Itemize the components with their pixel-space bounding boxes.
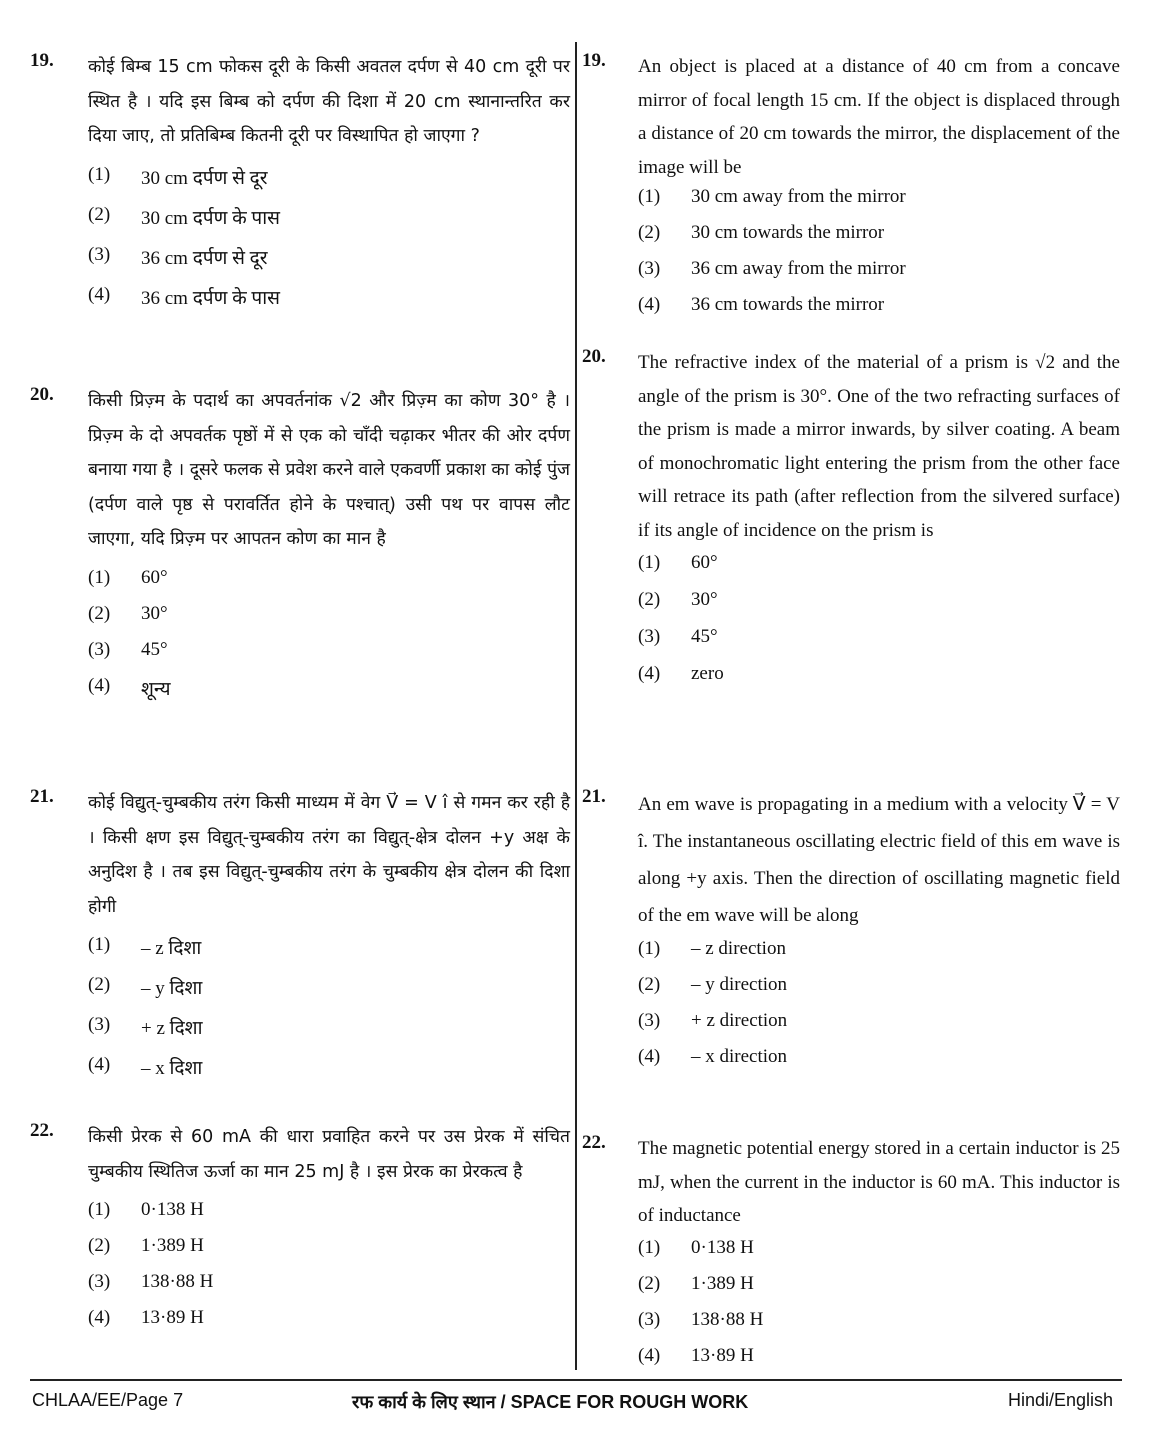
option-2: (2) 30° [638, 588, 718, 610]
question-22-english [580, 1132, 1120, 1381]
option-4: (4) 13·89 H [638, 1344, 754, 1366]
options-list [88, 567, 570, 711]
question-number: 21. [30, 786, 54, 807]
question-22-hindi [30, 1120, 570, 1343]
question-text: The magnetic potential energy stored in a certain inductor is 25 mJ, when the current in the inductor is 60 mA. This inductor is of inductance [638, 1138, 1120, 1227]
option-2: (2) – y दिशा [88, 974, 203, 999]
question-text: An object is placed at a distance of 40 cm from a concave mirror of focal length 15 cm. If the object is displaced through a distance of 20 cm towards the mirror, the displacement of the image will be [638, 56, 1120, 178]
options-list [88, 164, 570, 324]
options-list [638, 552, 1120, 700]
question-text: किसी प्रेरक से 60 mA की धारा प्रवाहित करने पर उस प्रेरक में संचित चुम्बकीय स्थितिज ऊर्जा का मान 25 mJ है । इस प्रेरक का प्रेरकत्व है [88, 1127, 570, 1182]
language-label: Hindi/English [1008, 1390, 1114, 1410]
option-3: (3) + z direction [638, 1010, 788, 1031]
question-text: The refractive index of the material of a prism is √2 and the angle of the prism is 30°. One of the two refracting surfaces of the prism is made a mirror inwards, by silver coating. A beam of monochromatic light entering the prism from the other face will retrace its path (after reflection from the silvered surface) if its angle of incidence on the prism is [638, 352, 1120, 541]
option-2: (2) 1·389 H [88, 1235, 204, 1256]
option-4: (4) शून्य [88, 674, 171, 700]
question-number: 22. [30, 1120, 54, 1141]
question-number: 19. [30, 50, 54, 71]
question-19-english [580, 50, 1120, 330]
option-4: (4) 13·89 H [88, 1307, 204, 1328]
footer-rule [30, 1379, 1122, 1381]
question-text: किसी प्रिज़्म के पदार्थ का अपवर्तनांक √2 और प्रिज़्म का कोण 30° है । प्रिज़्म के दो अपवर्तक पृष्ठों में से एक को चाँदी चढ़ाकर भीतर की ओर दर्पण बनाया गया है । दूसरे फलक से प्रवेश करने वाले एकवर्णी प्रकाश का कोई पुंज (दर्पण वाले पृष्ठ से परावर्तित होने के पश्चात्) उसी पथ पर वापस लौट जाएगा, यदि प्रिज़्म पर आपतन कोण का मान है [88, 391, 570, 549]
option-1: (1) – z दिशा [88, 934, 202, 959]
question-number: 20. [582, 346, 606, 367]
option-1: (1) 60° [88, 566, 168, 588]
option-1: (1) 0·138 H [638, 1236, 754, 1258]
option-2: (2) 30° [88, 602, 168, 624]
option-4: (4) zero [638, 662, 724, 684]
question-21-english [580, 786, 1120, 1082]
question-number: 22. [582, 1132, 606, 1153]
option-1: (1) – z direction [638, 938, 786, 959]
question-number: 20. [30, 384, 54, 405]
question-21-hindi [30, 786, 570, 1094]
option-2: (2) 1·389 H [638, 1272, 754, 1294]
question-20-hindi [30, 384, 570, 711]
option-3: (3) + z दिशा [88, 1014, 203, 1039]
option-3: (3) 45° [638, 625, 718, 647]
question-text: कोई विद्युत्-चुम्बकीय तरंग किसी माध्यम में वेग V⃗ = V î से गमन कर रही है । किसी क्षण इस विद्युत्-चुम्बकीय तरंग का विद्युत्-क्षेत्र दोलन +y अक्ष के अनुदिश है । तब इस विद्युत्-चुम्बकीय तरंग के चुम्बकीय क्षेत्र दोलन की दिशा होगी [88, 793, 570, 917]
question-number: 21. [582, 786, 606, 807]
option-4: (4) 36 cm towards the mirror [638, 294, 885, 316]
options-list [638, 938, 1120, 1082]
question-20-english [580, 346, 1120, 700]
question-text: कोई बिम्ब 15 cm फोकस दूरी के किसी अवतल दर्पण से 40 cm दूरी पर स्थित है । यदि इस बिम्ब को दर्पण की दिशा में 20 cm स्थानान्तरित कर दिया जाए, तो प्रतिबिम्ब कितनी दूरी पर विस्थापित हो जाएगा ? [88, 57, 570, 146]
options-list [638, 186, 1120, 330]
option-1: (1) 30 cm दर्पण से दूर [88, 163, 268, 189]
question-19-hindi [30, 50, 570, 324]
page-code: CHLAA/EE/Page 7 [32, 1390, 184, 1410]
rough-work-label: रफ कार्य के लिए स्थान / SPACE FOR ROUGH WORK [352, 1392, 749, 1412]
options-list [88, 934, 570, 1094]
options-list [638, 1237, 1120, 1381]
option-4: (4) – x direction [638, 1046, 788, 1067]
option-2: (2) – y direction [638, 974, 788, 995]
options-list [88, 1199, 570, 1343]
option-1: (1) 30 cm away from the mirror [638, 186, 906, 208]
option-1: (1) 0·138 H [88, 1199, 204, 1220]
option-3: (3) 138·88 H [88, 1271, 214, 1292]
option-3: (3) 138·88 H [638, 1308, 764, 1330]
option-2: (2) 30 cm दर्पण के पास [88, 203, 280, 229]
question-text: An em wave is propagating in a medium with a velocity V⃗ = V î. The instantaneous oscillating electric field of this em wave is along +y axis. Then the direction of oscillating magnetic field of the em wave will be along [638, 794, 1120, 926]
question-number: 19. [582, 50, 606, 71]
option-3: (3) 45° [88, 638, 168, 660]
option-3: (3) 36 cm दर्पण से दूर [88, 243, 268, 269]
option-4: (4) – x दिशा [88, 1054, 203, 1079]
option-2: (2) 30 cm towards the mirror [638, 222, 885, 244]
option-4: (4) 36 cm दर्पण के पास [88, 283, 280, 309]
option-3: (3) 36 cm away from the mirror [638, 258, 906, 280]
column-divider [575, 42, 577, 1370]
option-1: (1) 60° [638, 551, 718, 573]
